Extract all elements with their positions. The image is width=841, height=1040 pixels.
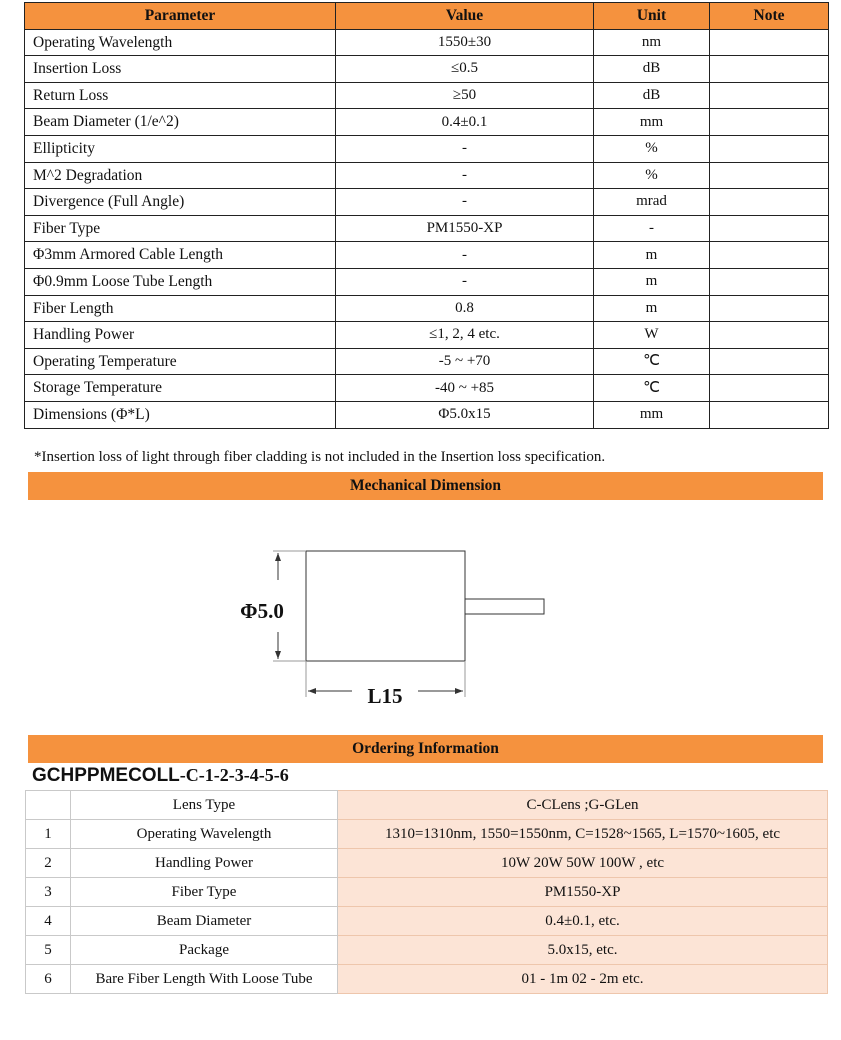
ordering-name-cell: Handling Power [71,849,338,878]
ordering-code [32,765,289,787]
arrow-left [308,688,316,694]
ordering-name-cell: Operating Wavelength [71,820,338,849]
collimator-body [306,551,465,661]
spec-unit-cell: mm [594,109,710,136]
spec-param-cell: Return Loss [25,82,336,109]
spec-value-cell: - [336,268,594,295]
ordering-name-cell: Package [71,936,338,965]
ordering-row [26,936,828,965]
spec-value-cell: - [336,189,594,216]
spec-param-cell: Dimensions (Φ*L) [25,401,336,428]
spec-unit-cell: m [594,268,710,295]
spec-unit-cell: nm [594,29,710,56]
ordering-name-cell: Beam Diameter [71,907,338,936]
ordering-num-cell: 4 [26,907,71,936]
arrow-up [275,553,281,561]
ordering-num-cell: 3 [26,878,71,907]
ordering-row [26,820,828,849]
ordering-options-cell: 10W 20W 50W 100W , etc [338,849,828,878]
spec-value-cell: Φ5.0x15 [336,401,594,428]
spec-unit-cell: W [594,322,710,349]
mechanical-dimension-title: Mechanical Dimension [28,472,823,500]
spec-value-cell: ≤0.5 [336,56,594,83]
spec-param-cell: Φ3mm Armored Cable Length [25,242,336,269]
ordering-num-cell: 2 [26,849,71,878]
spec-unit-cell: ℃ [594,375,710,402]
spec-value-cell: 1550±30 [336,29,594,56]
ordering-row [26,878,828,907]
spec-unit-cell: % [594,135,710,162]
spec-value-cell: 0.4±0.1 [336,109,594,136]
ordering-code-prefix: GCHPPMECOLL [32,765,180,786]
header-note: Note [710,3,829,30]
spec-unit-cell: dB [594,82,710,109]
spec-unit-cell: mrad [594,189,710,216]
header-value: Value [336,3,594,30]
ordering-options-cell: PM1550-XP [338,878,828,907]
spec-value-cell: - [336,162,594,189]
length-label: L15 [367,684,403,708]
spec-param-cell: Φ0.9mm Loose Tube Length [25,268,336,295]
spec-unit-cell: % [594,162,710,189]
spec-value-cell: -40 ~ +85 [336,375,594,402]
ordering-row [26,849,828,878]
ordering-num-cell: 6 [26,965,71,994]
spec-param-cell: Divergence (Full Angle) [25,189,336,216]
ordering-options-cell: 0.4±0.1, etc. [338,907,828,936]
fiber-pigtail [465,599,544,614]
insertion-loss-footnote: *Insertion loss of light through fiber cladding is not included in the Insertion loss specification. [34,449,606,465]
ordering-body [26,791,828,994]
ordering-name-cell: Bare Fiber Length With Loose Tube [71,965,338,994]
spec-unit-cell: ℃ [594,348,710,375]
arrow-right [455,688,463,694]
ordering-num-cell: 5 [26,936,71,965]
ordering-row [26,907,828,936]
spec-value-cell: - [336,242,594,269]
ordering-row [26,965,828,994]
ordering-code-suffix: -C-1-2-3-4-5-6 [179,765,289,785]
spec-unit-cell: mm [594,401,710,428]
spec-param-cell: Operating Wavelength [25,29,336,56]
spec-unit-cell: - [594,215,710,242]
spec-param-cell: Fiber Type [25,215,336,242]
ordering-name-cell: Fiber Type [71,878,338,907]
ordering-num-cell [26,791,71,820]
arrow-down [275,651,281,659]
spec-param-cell: Ellipticity [25,135,336,162]
spec-unit-cell: m [594,295,710,322]
ordering-row [26,791,828,820]
diameter-label: Φ5.0 [240,599,284,623]
spec-param-cell: M^2 Degradation [25,162,336,189]
ordering-information-title: Ordering Information [28,735,823,763]
header-unit: Unit [594,3,710,30]
spec-param-cell: Insertion Loss [25,56,336,83]
spec-value-cell: -5 ~ +70 [336,348,594,375]
ordering-num-cell: 1 [26,820,71,849]
spec-value-cell: 0.8 [336,295,594,322]
spec-value-cell: PM1550-XP [336,215,594,242]
spec-param-cell: Beam Diameter (1/e^2) [25,109,336,136]
spec-value-cell: - [336,135,594,162]
spec-unit-cell: dB [594,56,710,83]
spec-param-cell: Handling Power [25,322,336,349]
ordering-options-cell: 01 - 1m 02 - 2m etc. [338,965,828,994]
spec-param-cell: Fiber Length [25,295,336,322]
spec-value-cell: ≥50 [336,82,594,109]
spec-param-cell: Operating Temperature [25,348,336,375]
spec-unit-cell: m [594,242,710,269]
ordering-options-cell: 5.0x15, etc. [338,936,828,965]
ordering-name-cell: Lens Type [71,791,338,820]
spec-value-cell: ≤1, 2, 4 etc. [336,322,594,349]
ordering-options-cell: 1310=1310nm, 1550=1550nm, C=1528~1565, L=1570~1605, etc [338,820,828,849]
header-parameter: Parameter [25,3,336,30]
spec-param-cell: Storage Temperature [25,375,336,402]
ordering-options-cell: C-CLens ;G-GLen [338,791,828,820]
ordering-table [25,790,828,994]
